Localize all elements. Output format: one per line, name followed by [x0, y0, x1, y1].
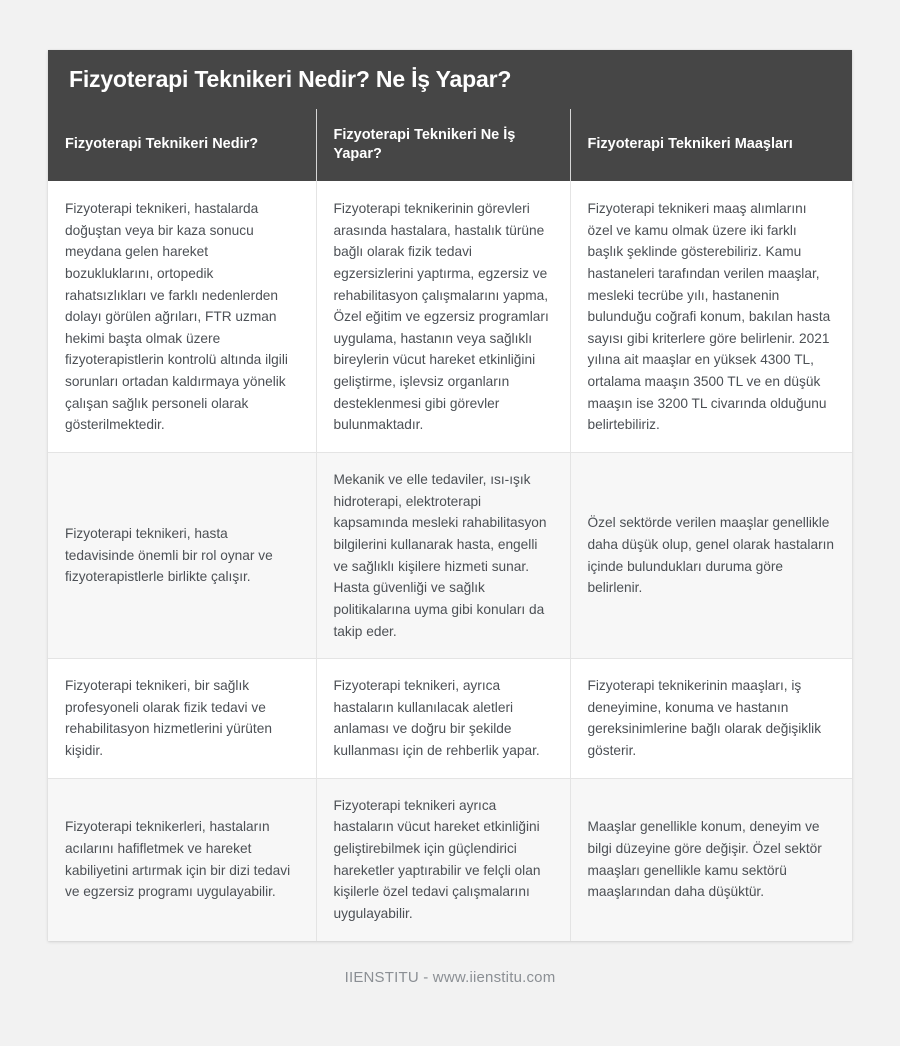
table-row [48, 453, 852, 659]
table-cell: Fizyoterapi teknikeri, ayrıca hastaların kullanılacak aletleri anlaması ve doğru bir şekilde kullanması için de rehberlik yapar. [316, 659, 570, 779]
table-header-row [48, 109, 852, 181]
column-header-nedir: Fizyoterapi Teknikeri Nedir? [48, 109, 316, 181]
table-cell: Fizyoterapi teknikeri, hastalarda doğuştan veya bir kaza sonucu meydana gelen hareket bozukluklarını, ortopedik rahatsızlıkları ve farklı nedenlerden dolayı görülen ağrıları, FTR uzman hekimi başta olmak üzere fizyoterapistlerin kontrolü altında ilgili sorunları ortadan kaldırmaya yönelik çalışan sağlık personeli olarak gösterilmektedir. [48, 181, 316, 453]
info-card [48, 50, 852, 941]
column-header-maaslari: Fizyoterapi Teknikeri Maaşları [570, 109, 852, 181]
comparison-table [48, 109, 852, 941]
table-cell: Fizyoterapi teknikerinin görevleri arasında hastalara, hastalık türüne bağlı olarak fizik tedavi egzersizlerini yaptırma, egzersiz ve rehabilitasyon çalışmalarını yapma, Özel eğitim ve egzersiz programları uygulama, hastanın veya sağlıklı bireylerin vücut hareket etkinliğini geliştirme, işlevsiz organların desteklenmesi gibi görevler bulunmaktadır. [316, 181, 570, 453]
table-row [48, 659, 852, 779]
table-cell: Fizyoterapi teknikeri maaş alımlarını özel ve kamu olmak üzere iki farklı başlık şeklinde gösterebiliriz. Kamu hastaneleri tarafından verilen maaşlar, mesleki tecrübe yılı, hastanenin bulunduğu coğrafi konum, bakılan hasta sayısı gibi kriterlere göre belirlenir. 2021 yılına ait maaşlar en yüksek 4300 TL, ortalama maaşın 3500 TL ve en düşük maaşın ise 3200 TL civarında olduğunu belirtebiliriz. [570, 181, 852, 453]
column-header-ne-is-yapar: Fizyoterapi Teknikeri Ne İş Yapar? [316, 109, 570, 181]
table-cell: Özel sektörde verilen maaşlar genellikle daha düşük olup, genel olarak hastaların içinde bulundukları duruma göre belirlenir. [570, 453, 852, 659]
table-cell: Fizyoterapi teknikeri, hasta tedavisinde önemli bir rol oynar ve fizyoterapistlerle birlikte çalışır. [48, 453, 316, 659]
table-header [48, 109, 852, 181]
table-row [48, 181, 852, 453]
table-cell: Fizyoterapi teknikeri, bir sağlık profesyoneli olarak fizik tedavi ve rehabilitasyon hizmetlerini yürüten kişidir. [48, 659, 316, 779]
table-cell: Fizyoterapi teknikeri ayrıca hastaların vücut hareket etkinliğini geliştirebilmek için güçlendirici hareketler yaptırabilir ve felçli olan kişilerle özel tedavi çalışmalarını uygulayabilir. [316, 778, 570, 940]
footer-attribution: IIENSTITU - www.iienstitu.com [344, 968, 556, 986]
table-cell: Fizyoterapi teknikerleri, hastaların acılarını hafifletmek ve hareket kabiliyetini artırmak için bir dizi tedavi ve egzersiz programı uygulayabilir. [48, 778, 316, 940]
page-title: Fizyoterapi Teknikeri Nedir? Ne İş Yapar? [69, 65, 512, 92]
table-cell: Mekanik ve elle tedaviler, ısı-ışık hidroterapi, elektroterapi kapsamında mesleki rahabilitasyon bilgilerini kullanarak hasta, engelli ve sağlıklı kişilere hizmeti sunar. Hasta güvenliği ve sağlık politikalarına uyma gibi konuları da takip eder. [316, 453, 570, 659]
table-row [48, 778, 852, 940]
table-body [48, 181, 852, 941]
table-cell: Maaşlar genellikle konum, deneyim ve bilgi düzeyine göre değişir. Özel sektör maaşları genellikle kamu sektörü maaşlarından daha düşüktür. [570, 778, 852, 940]
table-cell: Fizyoterapi teknikerinin maaşları, iş deneyimine, konuma ve hastanın gereksinimlerine bağlı olarak değişiklik gösterir. [570, 659, 852, 779]
card-title-bar [48, 50, 852, 109]
